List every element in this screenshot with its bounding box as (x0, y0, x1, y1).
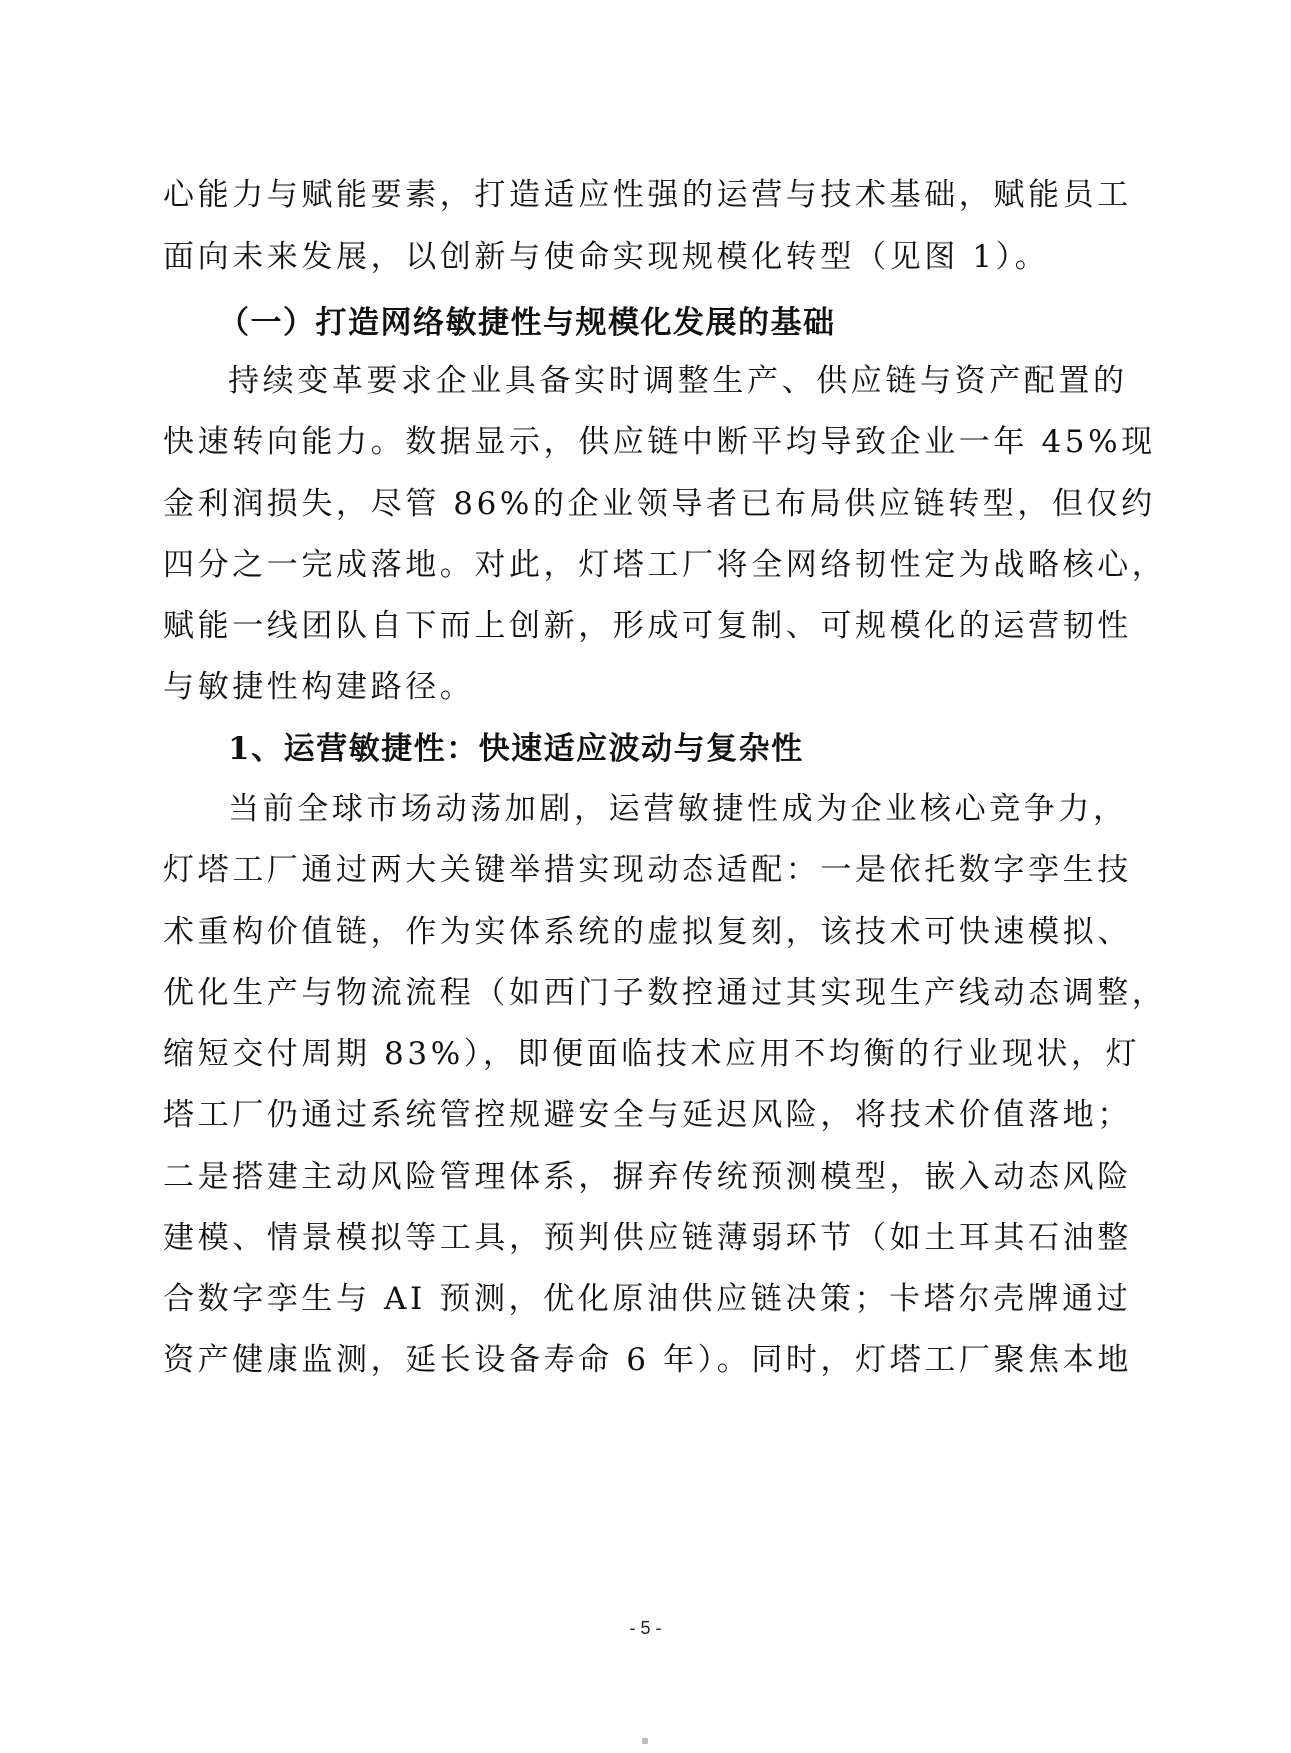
body-line: 当前全球市场动荡加剧，运营敏捷性成为企业核心竞争力， (228, 791, 1128, 827)
body-line: 建模、情景模拟等工具，预判供应链薄弱环节（如土耳其石油整 (163, 1220, 1132, 1256)
body-line: 资产健康监测，延长设备寿命 6 年）。同时，灯塔工厂聚焦本地 (163, 1342, 1132, 1378)
body-line: 二是搭建主动风险管理体系，摒弃传统预测模型，嵌入动态风险 (163, 1159, 1132, 1195)
body-line: 合数字孪生与 AI 预测，优化原油供应链决策；卡塔尔壳牌通过 (163, 1281, 1132, 1317)
page-number: - 5 - (629, 1618, 662, 1638)
body-line: 面向未来发展，以创新与使命实现规模化转型（见图 1）。 (163, 239, 1050, 275)
body-line: 四分之一完成落地。对此，灯塔工厂将全网络韧性定为战略核心， (163, 547, 1167, 583)
body-line: 快速转向能力。数据显示，供应链中断平均导致企业一年 45%现 (163, 424, 1156, 460)
body-line: 术重构价值链，作为实体系统的虚拟复刻，该技术可快速模拟、 (163, 914, 1132, 950)
body-line: 心能力与赋能要素，打造适应性强的运营与技术基础，赋能员工 (163, 177, 1132, 213)
scan-artifact-dot (642, 1738, 648, 1744)
section-heading: （一）打造网络敏捷性与规模化发展的基础 (218, 305, 836, 341)
body-line: 缩短交付周期 83%），即便面临技术应用不均衡的行业现状，灯 (163, 1036, 1141, 1072)
body-line: 与敏捷性构建路径。 (163, 669, 475, 705)
subsection-heading: 1、运营敏捷性：快速适应波动与复杂性 (228, 731, 804, 767)
body-line: 持续变革要求企业具备实时调整生产、供应链与资产配置的 (228, 363, 1128, 399)
body-line: 灯塔工厂通过两大关键举措实现动态适配：一是依托数字孪生技 (163, 852, 1132, 888)
body-line: 塔工厂仍通过系统管控规避安全与延迟风险，将技术价值落地； (163, 1097, 1132, 1133)
body-line: 赋能一线团队自下而上创新，形成可复制、可规模化的运营韧性 (163, 608, 1132, 644)
body-line: 优化生产与物流流程（如西门子数控通过其实现生产线动态调整， (163, 975, 1167, 1011)
body-line: 金利润损失，尽管 86%的企业领导者已布局供应链转型，但仅约 (163, 486, 1156, 522)
